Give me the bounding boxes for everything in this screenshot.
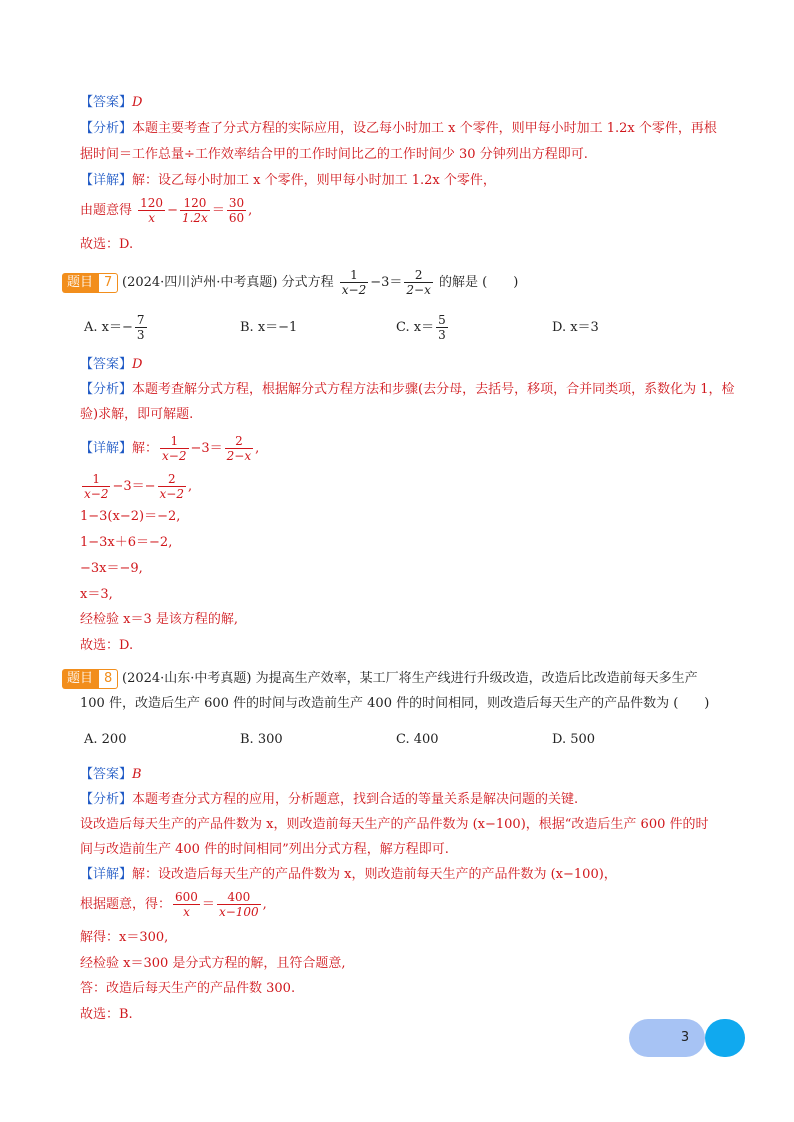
page-number: 3 (680, 1030, 690, 1045)
q8-badge: 题目 8 (62, 669, 118, 689)
q8-stem-1: (2024·山东·中考真题) 为提高生产效率，某工厂将生产线进行升级改造，改造后比改造前每天多生产 (122, 671, 698, 686)
q8-step-3: 答：改造后每天生产的产品件数 300. (80, 981, 296, 996)
q7-detail-step-2: $\frac{1}{x-2}$ −3＝− $\frac{2}{x-2}$ , (84, 472, 193, 501)
q7-option-c: C. x＝ $\frac{5}{3}$ (396, 313, 446, 342)
q8-detail-1: 解：设改造后每天生产的产品件数为 x，则改造前每天生产的产品件数为 (x−100)， (132, 867, 617, 882)
q6-analysis-1: 本题主要考查了分式方程的实际应用，设乙每小时加工 x 个零件，则甲每小时加工 1.2x 个零件，再根 (132, 121, 717, 136)
q7-option-d: D. x＝3 (552, 320, 599, 335)
q8-option-b: B. 300 (240, 732, 283, 747)
q8-answer: B (132, 767, 142, 782)
q8-step-2: 经检验 x＝300 是分式方程的解，且符合题意, (80, 956, 346, 971)
q7-detail-step-3: 1−3(x−2)＝−2, (80, 509, 181, 524)
q6-eq-prefix: 由题意得 (80, 203, 133, 218)
q7-detail-step-4: 1−3x＋6＝−2, (80, 535, 173, 550)
q8-detail-line-1: 【详解】解：设改造后每天生产的产品件数为 x，则改造前每天生产的产品件数为 (x−100)， (80, 867, 617, 882)
q6-fraction-3: $\frac{30}{60}$ (228, 196, 245, 225)
q7-detail-step-7: 经检验 x＝3 是该方程的解, (80, 612, 238, 627)
q7-analysis-2: 验)求解，即可解题. (80, 407, 194, 422)
q6-fraction-2: $\frac{120}{1.2x}$ (181, 196, 208, 225)
q7-stem-fraction-2: $\frac{2}{2-x}$ (406, 268, 431, 297)
q7-answer-line: 【答案】D (80, 357, 143, 372)
q8-analysis-1: 本题考查分式方程的应用，分析题意，找到合适的等量关系是解决问题的关键. (132, 792, 579, 807)
detail-label: 【详解】 (80, 173, 133, 188)
q8-stem-2: 100 件，改造后生产 600 件的时间与改造前生产 400 件的时间相同，则改造后每天生产的产品件数为 ( ) (80, 696, 710, 711)
q8-equation: 根据题意，得： $\frac{600}{x}$ ＝ $\frac{400}{x-100}$ , (80, 890, 267, 919)
q6-equation: 由题意得 $\frac{120}{x}$ − $\frac{120}{1.2x}$ ＝ $\frac{30}{60}$ , (80, 196, 253, 225)
q6-answer: D (132, 95, 143, 110)
q7-answer: D (132, 357, 143, 372)
q8-option-d: D. 500 (552, 732, 596, 747)
q7-analysis-1: 本题考查解分式方程，根据解分式方程方法和步骤(去分母，去括号，移项，合并同类项，系数化为 1，检 (132, 382, 735, 397)
page-number-badge (629, 1019, 745, 1057)
q7-badge (62, 273, 118, 293)
q7-stem-suffix: 的解是 ( ) (439, 275, 519, 290)
analysis-label: 【分析】 (80, 121, 133, 136)
q6-detail-1: 解：设乙每小时加工 x 个零件，则甲每小时加工 1.2x 个零件， (132, 173, 496, 188)
q6-analysis-2: 据时间＝工作总量÷工作效率结合甲的工作时间比乙的工作时间少 30 分钟列出方程即可. (80, 147, 588, 162)
q8-number: 8 (98, 669, 118, 689)
q7-source: (2024·四川泸州·中考真题) 分式方程 (122, 275, 334, 290)
q7-stem-fraction-1: $\frac{1}{x-2}$ (341, 268, 367, 297)
q8-step-1: 解得：x＝300, (80, 930, 169, 945)
q8-conclusion: 故选：B. (80, 1007, 133, 1022)
q6-answer-line (80, 94, 142, 112)
q8-answer-line: 【答案】B (80, 767, 142, 782)
q7-detail-step-1: 【详解】解： $\frac{1}{x-2}$ −3＝ $\frac{2}{2-x}$ , (80, 434, 260, 463)
q6-detail-line-1 (80, 172, 496, 190)
page-badge-right-circle (705, 1019, 745, 1057)
q8-analysis-2: 设改造后每天生产的产品件数为 x，则改造前每天生产的产品件数为 (x−100)，根据“改造后生产 600 件的时 (80, 817, 709, 832)
answer-label: 【答案】 (80, 95, 133, 110)
q7-conclusion: 故选：D. (80, 638, 134, 653)
q7-detail-step-6: x＝3, (80, 587, 113, 602)
q6-fraction-1: $\frac{120}{x}$ (140, 196, 164, 225)
q8-option-c: C. 400 (396, 732, 439, 747)
q8-option-a: A. 200 (84, 732, 127, 747)
q7-option-a: A. x＝− $\frac{7}{3}$ (84, 313, 145, 342)
q7-number: 7 (98, 273, 118, 293)
q7-analysis-line-1: 【分析】本题考查解分式方程，根据解分式方程方法和步骤(去分母，去括号，移项，合并同类项，系数化为 1，检 (80, 382, 735, 397)
q6-analysis-line-1 (80, 120, 717, 138)
q6-conclusion: 故选：D. (80, 237, 134, 252)
q7-detail-step-5: −3x＝−9, (80, 561, 143, 576)
q8-analysis-3: 间与改造前生产 400 件的时间相同”列出分式方程，解方程即可. (80, 842, 449, 857)
q7-stem (122, 268, 518, 298)
question-label: 题目 (62, 273, 98, 293)
q7-stem-mid: −3＝ (370, 275, 403, 290)
q8-analysis-line-1: 【分析】本题考查分式方程的应用，分析题意，找到合适的等量关系是解决问题的关键. (80, 792, 579, 807)
q7-option-b: B. x＝−1 (240, 320, 298, 335)
